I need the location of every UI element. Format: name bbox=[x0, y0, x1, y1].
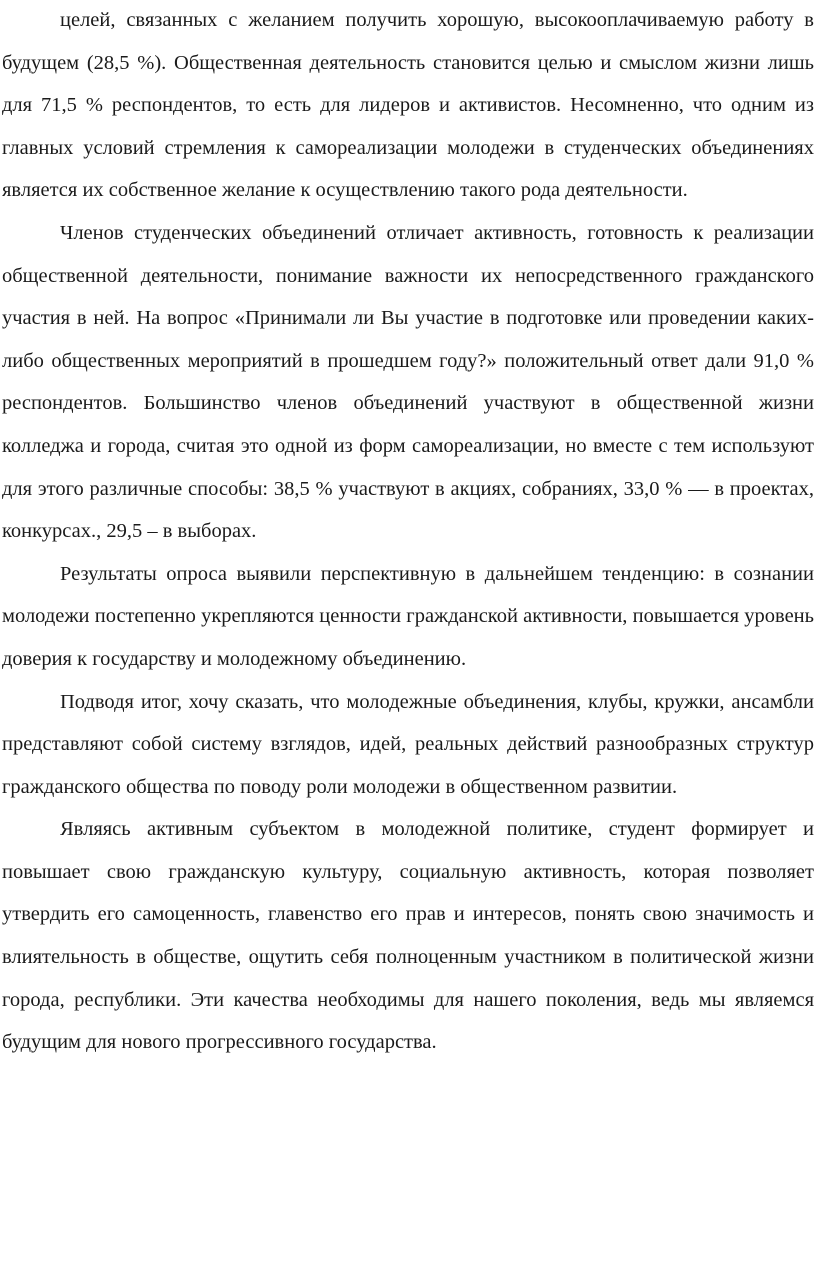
paragraph-5: Являясь активным субъектом в молодежной политике, студент формирует и повышает свою гражданскую культуру, социальную активность, которая позволяет утвердить его самоценность, главенство его прав и интересов, понять свою значимость и влиятельность в обществе, ощутить себя полноценным участником в политической жизни города, республики. Эти качества необходимы для нашего поколения, ведь мы являемся будущим для нового прогрессивного государства. bbox=[2, 818, 814, 1054]
paragraph-1: целей, связанных с желанием получить хорошую, высокооплачиваемую работу в будущем (28,5 %). Общественная деятельность становится целью и смыслом жизни лишь для 71,5 % респондентов, то есть для лидеров и активистов. Несомненно, что одним из главных условий стремления к самореализации молодежи в студенческих объединениях является их собственное желание к осуществлению такого рода деятельности. bbox=[2, 9, 814, 202]
paragraph-2: Членов студенческих объединений отличает активность, готовность к реализации общественной деятельности, понимание важности их непосредственного гражданского участия в ней. На вопрос «Принимали ли Вы участие в подготовке или проведении каких-либо общественных мероприятий в прошедшем году?» положительный ответ дали 91,0 % респондентов. Большинство членов объединений участвуют в общественной жизни колледжа и города, считая это одной из форм самореализации, но вместе с тем используют для этого различные способы: 38,5 % участвуют в акциях, собраниях, 33,0 % — в проектах, конкурсах., 29,5 – в выборах. bbox=[2, 221, 814, 543]
paragraph-4: Подводя итог, хочу сказать, что молодежные объединения, клубы, кружки, ансамбли представляют собой систему взглядов, идей, реальных действий разнообразных структур гражданского общества по поводу роли молодежи в общественном развитии. bbox=[2, 690, 814, 798]
paragraph-3: Результаты опроса выявили перспективную в дальнейшем тенденцию: в сознании молодежи постепенно укрепляются ценности гражданской активности, повышается уровень доверия к государству и молодежному объединению. bbox=[2, 562, 814, 670]
